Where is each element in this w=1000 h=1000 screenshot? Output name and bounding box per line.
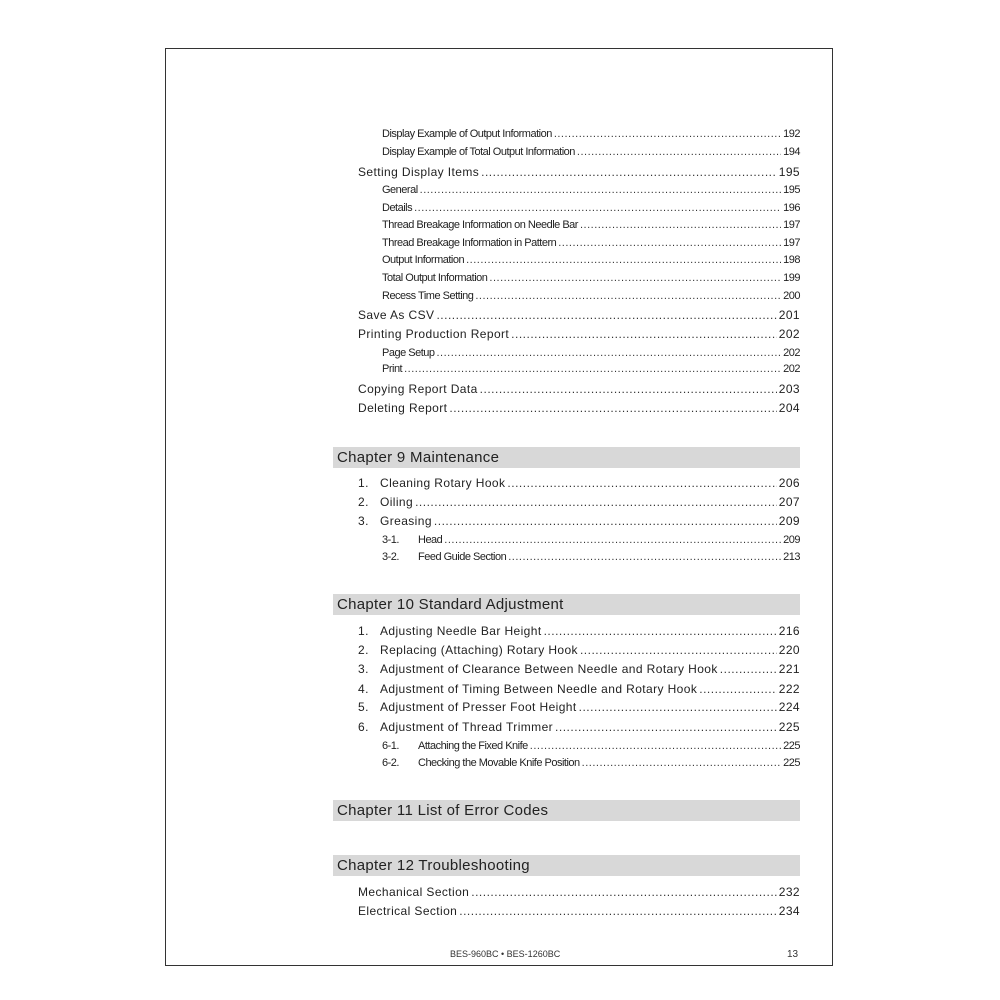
toc-subentry bbox=[382, 144, 800, 160]
toc-entry-label bbox=[358, 307, 434, 323]
toc-entry-title: Attaching the Fixed Knife bbox=[418, 740, 528, 752]
toc-entry-title: Page Setup bbox=[382, 347, 435, 359]
chapter-heading: Chapter 9 Maintenance bbox=[333, 447, 800, 468]
toc-entry-title: Deleting Report bbox=[358, 401, 448, 415]
dot-leader bbox=[555, 719, 777, 735]
toc-entry-title: Details bbox=[382, 202, 413, 214]
toc-page-number: 197 bbox=[783, 237, 800, 249]
toc-subentry bbox=[382, 345, 800, 361]
toc-entry-title: Replacing (Attaching) Rotary Hook bbox=[380, 643, 578, 657]
toc-entry-label bbox=[358, 513, 432, 529]
dot-leader bbox=[471, 884, 777, 900]
toc-entry-number: 3. bbox=[358, 514, 369, 528]
dot-leader bbox=[720, 661, 777, 677]
toc-page-number: 199 bbox=[783, 272, 800, 284]
toc-page-number: 202 bbox=[783, 363, 800, 375]
toc-entry-title: Greasing bbox=[380, 514, 432, 528]
toc-entry-label bbox=[382, 270, 487, 286]
toc-entry-number: 3-1. bbox=[382, 534, 399, 546]
toc-entry-title: Setting Display Items bbox=[358, 165, 480, 179]
toc-entry-title: Adjustment of Timing Between Needle and Rotary Hook bbox=[380, 682, 698, 696]
toc-page-number: 225 bbox=[778, 720, 800, 734]
toc-entry-number: 5. bbox=[358, 700, 369, 714]
toc-entry bbox=[358, 884, 800, 900]
chapter-heading: Chapter 10 Standard Adjustment bbox=[333, 594, 800, 615]
toc-entry bbox=[358, 661, 800, 677]
footer-model: BES-960BC • BES-1260BC bbox=[450, 949, 561, 959]
dot-leader bbox=[489, 270, 781, 286]
dot-leader bbox=[507, 475, 776, 491]
toc-page-number: 222 bbox=[778, 682, 800, 696]
toc-entry-label bbox=[382, 532, 442, 548]
toc-entry-label bbox=[382, 288, 473, 304]
toc-page-number: 204 bbox=[778, 401, 800, 415]
toc-entry-title: Recess Time Setting bbox=[382, 290, 474, 302]
toc-entry-label bbox=[358, 400, 447, 416]
toc-entry-title: Mechanical Section bbox=[358, 885, 470, 899]
dot-leader bbox=[579, 699, 777, 715]
toc-entry-label bbox=[382, 755, 580, 771]
dot-leader bbox=[480, 381, 777, 397]
toc-entry-title: Adjusting Needle Bar Height bbox=[380, 624, 542, 638]
toc-entry bbox=[358, 719, 800, 735]
dot-leader bbox=[580, 642, 777, 658]
toc-entry-label bbox=[382, 144, 575, 160]
toc-entry-title: Save As CSV bbox=[358, 308, 435, 322]
toc-entry-number: 6. bbox=[358, 720, 369, 734]
toc-entry-number: 3. bbox=[358, 662, 369, 676]
dot-leader bbox=[582, 755, 781, 771]
dot-leader bbox=[481, 164, 777, 180]
toc-entry bbox=[358, 903, 800, 919]
toc-entry-title: Total Output Information bbox=[382, 272, 488, 284]
toc-entry-label bbox=[382, 738, 528, 754]
toc-entry bbox=[358, 164, 800, 180]
dot-leader bbox=[580, 217, 781, 233]
toc-entry-title: Electrical Section bbox=[358, 904, 458, 918]
toc-entry-title: Print bbox=[382, 363, 403, 375]
toc-entry-label bbox=[358, 661, 718, 677]
toc-entry-title: General bbox=[382, 184, 418, 196]
toc-subentry bbox=[382, 532, 800, 548]
toc-page-number: 225 bbox=[783, 757, 800, 769]
dot-leader bbox=[530, 738, 781, 754]
toc-page-number: 232 bbox=[778, 885, 800, 899]
toc-page-number: 192 bbox=[783, 128, 800, 140]
toc-page-number: 221 bbox=[778, 662, 800, 676]
toc-entry-title: Display Example of Total Output Information bbox=[382, 146, 575, 158]
toc-entry bbox=[358, 307, 800, 323]
toc-entry-label bbox=[382, 252, 464, 268]
dot-leader bbox=[420, 182, 782, 198]
toc-entry-number: 1. bbox=[358, 476, 369, 490]
toc-entry-label bbox=[358, 699, 577, 715]
toc-entry-label bbox=[358, 623, 542, 639]
toc-entry-title: Printing Production Report bbox=[358, 327, 510, 341]
toc-page-number: 202 bbox=[783, 347, 800, 359]
toc-page-number: 209 bbox=[783, 534, 800, 546]
toc-page-number: 194 bbox=[783, 146, 800, 158]
toc-entry-title: Feed Guide Section bbox=[418, 551, 507, 563]
toc-entry-number: 6-1. bbox=[382, 740, 399, 752]
toc-page-number: 213 bbox=[783, 551, 800, 563]
chapter-heading: Chapter 12 Troubleshooting bbox=[333, 855, 800, 876]
toc-subentry bbox=[382, 182, 800, 198]
toc-entry-number: 4. bbox=[358, 682, 369, 696]
toc-subentry bbox=[382, 549, 800, 565]
toc-entry-label bbox=[358, 884, 469, 900]
toc-entry-label bbox=[382, 549, 506, 565]
toc-entry-title: Head bbox=[418, 534, 443, 546]
toc-entry-number: 6-2. bbox=[382, 757, 399, 769]
toc-entry-label bbox=[382, 235, 556, 251]
toc-subentry bbox=[382, 217, 800, 233]
toc-entry bbox=[358, 623, 800, 639]
toc-entry-label bbox=[358, 164, 479, 180]
toc-page-number: 195 bbox=[778, 165, 800, 179]
toc-subentry bbox=[382, 738, 800, 754]
toc-page-number: 197 bbox=[783, 219, 800, 231]
toc-subentry bbox=[382, 200, 800, 216]
toc-entry-label bbox=[358, 326, 509, 342]
toc-page-number: 200 bbox=[783, 290, 800, 302]
toc-entry-number: 2. bbox=[358, 495, 369, 509]
toc-entry-label bbox=[358, 494, 413, 510]
toc-subentry bbox=[382, 288, 800, 304]
toc-entry-title: Oiling bbox=[380, 495, 414, 509]
toc-subentry bbox=[382, 270, 800, 286]
toc-page-number: 234 bbox=[778, 904, 800, 918]
dot-leader bbox=[554, 126, 781, 142]
toc-page-number: 203 bbox=[778, 382, 800, 396]
dot-leader bbox=[437, 345, 782, 361]
toc-entry-label bbox=[358, 681, 697, 697]
toc-page-number: 196 bbox=[783, 202, 800, 214]
dot-leader bbox=[466, 252, 781, 268]
toc-entry-title: Checking the Movable Knife Position bbox=[418, 757, 580, 769]
dot-leader bbox=[475, 288, 781, 304]
toc-entry-label bbox=[358, 642, 578, 658]
toc-entry-label bbox=[382, 345, 435, 361]
toc-entry-label bbox=[358, 381, 478, 397]
dot-leader bbox=[508, 549, 781, 565]
toc-entry-title: Adjustment of Presser Foot Height bbox=[380, 700, 577, 714]
toc-entry bbox=[358, 494, 800, 510]
toc-entry bbox=[358, 400, 800, 416]
toc-entry-label bbox=[382, 217, 578, 233]
toc-entry bbox=[358, 475, 800, 491]
dot-leader bbox=[449, 400, 776, 416]
toc-entry-label bbox=[382, 200, 412, 216]
toc-subentry bbox=[382, 126, 800, 142]
toc-entry-number: 3-2. bbox=[382, 551, 399, 563]
toc-entry-title: Cleaning Rotary Hook bbox=[380, 476, 506, 490]
toc-page-number: 220 bbox=[778, 643, 800, 657]
toc-entry-number: 1. bbox=[358, 624, 369, 638]
toc-entry bbox=[358, 513, 800, 529]
toc-page-number: 202 bbox=[778, 327, 800, 341]
toc-entry-title: Adjustment of Thread Trimmer bbox=[380, 720, 554, 734]
toc-subentry bbox=[382, 235, 800, 251]
chapter-heading: Chapter 11 List of Error Codes bbox=[333, 800, 800, 821]
toc-page-number: 216 bbox=[778, 624, 800, 638]
dot-leader bbox=[434, 513, 777, 529]
dot-leader bbox=[544, 623, 777, 639]
dot-leader bbox=[414, 200, 781, 216]
toc-entry-title: Copying Report Data bbox=[358, 382, 478, 396]
toc-entry bbox=[358, 699, 800, 715]
toc-entry-label bbox=[358, 475, 505, 491]
toc-page-number: 225 bbox=[783, 740, 800, 752]
toc-entry bbox=[358, 681, 800, 697]
toc-entry bbox=[358, 381, 800, 397]
toc-entry-label bbox=[358, 903, 457, 919]
toc-entry-title: Thread Breakage Information on Needle Bar bbox=[382, 219, 578, 231]
dot-leader bbox=[699, 681, 777, 697]
toc-entry bbox=[358, 326, 800, 342]
toc-entry-title: Output Information bbox=[382, 254, 465, 266]
dot-leader bbox=[577, 144, 781, 160]
dot-leader bbox=[558, 235, 781, 251]
toc-subentry bbox=[382, 755, 800, 771]
footer-page-number: 13 bbox=[787, 949, 799, 960]
toc-entry-label bbox=[382, 126, 552, 142]
toc-page-number: 201 bbox=[778, 308, 800, 322]
toc-page-number: 195 bbox=[783, 184, 800, 196]
toc-entry-title: Display Example of Output Information bbox=[382, 128, 552, 140]
toc-subentry bbox=[382, 252, 800, 268]
toc-subentry bbox=[382, 361, 800, 377]
toc-page-number: 209 bbox=[778, 514, 800, 528]
toc-entry-title: Thread Breakage Information in Pattern bbox=[382, 237, 557, 249]
toc-entry-label bbox=[358, 719, 553, 735]
toc-entry-label bbox=[382, 361, 402, 377]
dot-leader bbox=[459, 903, 777, 919]
dot-leader bbox=[436, 307, 776, 323]
dot-leader bbox=[444, 532, 781, 548]
toc-entry-number: 2. bbox=[358, 643, 369, 657]
dot-leader bbox=[511, 326, 777, 342]
dot-leader bbox=[415, 494, 777, 510]
toc-entry-label bbox=[382, 182, 418, 198]
toc-page-number: 224 bbox=[778, 700, 800, 714]
toc-page-number: 206 bbox=[778, 476, 800, 490]
toc-page-number: 207 bbox=[778, 495, 800, 509]
toc-entry-title: Adjustment of Clearance Between Needle and Rotary Hook bbox=[380, 662, 718, 676]
dot-leader bbox=[404, 361, 781, 377]
toc-page-number: 198 bbox=[783, 254, 800, 266]
toc-entry bbox=[358, 642, 800, 658]
